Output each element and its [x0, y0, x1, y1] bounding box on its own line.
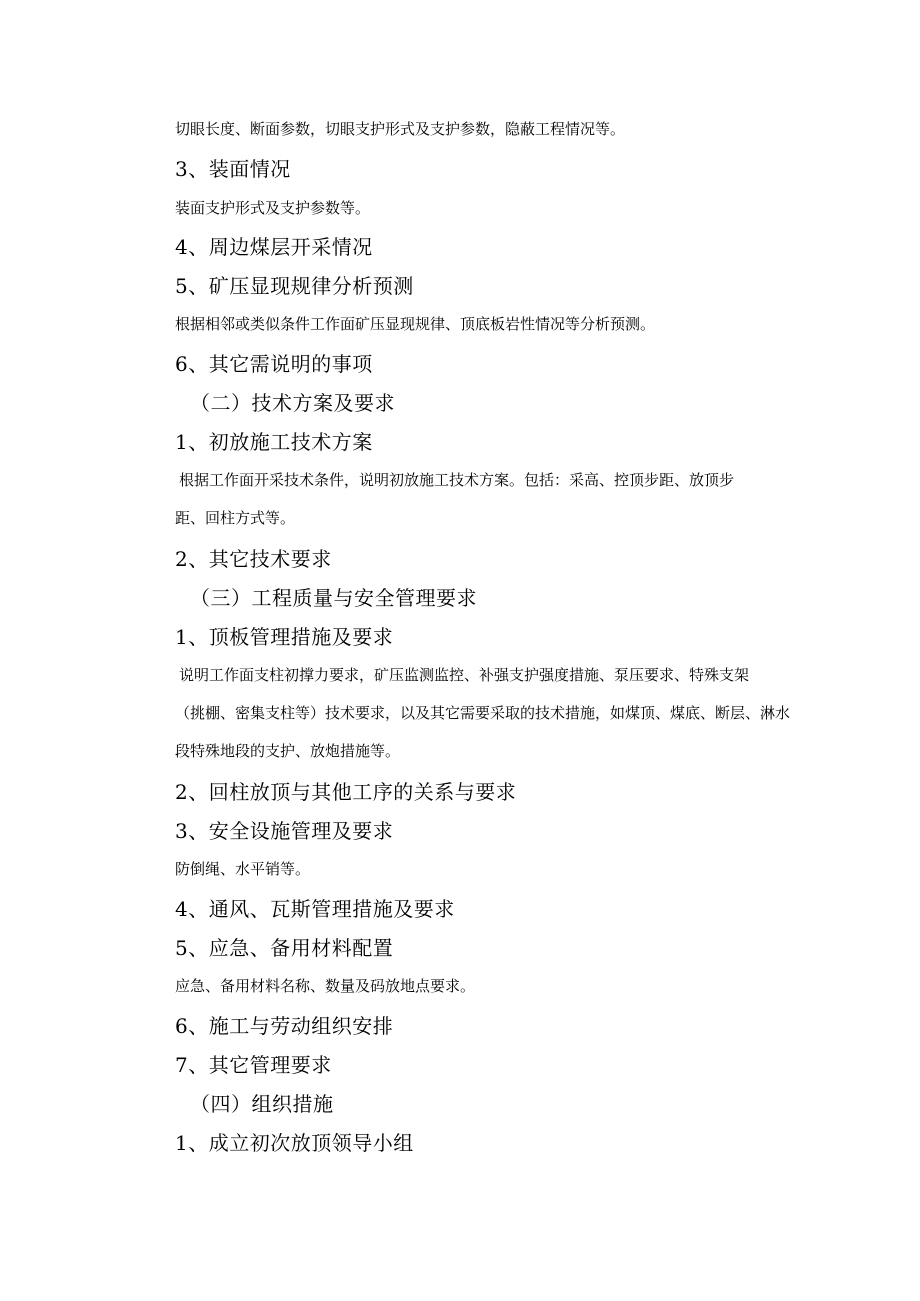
- section-heading: 4、通风、瓦斯管理措施及要求: [175, 897, 455, 921]
- section-heading: 6、施工与劳动组织安排: [175, 1014, 394, 1038]
- section-heading: 3、装面情况: [175, 157, 291, 181]
- paragraph: 根据工作面开采技术条件，说明初放施工技术方案。包括：采高、控顶步距、放顶步: [179, 471, 735, 489]
- section-heading: 3、安全设施管理及要求: [175, 819, 394, 843]
- section-heading: 1、顶板管理措施及要求: [175, 625, 394, 649]
- paragraph: 段特殊地段的支护、放炮措施等。: [175, 742, 401, 760]
- paragraph: 根据相邻或类似条件工作面矿压显现规律、顶底板岩性情况等分析预测。: [175, 315, 656, 333]
- section-heading: 4、周边煤层开采情况: [175, 235, 373, 259]
- paragraph: （挑棚、密集支柱等）技术要求，以及其它需要采取的技术措施，如煤顶、煤底、断层、淋水: [175, 704, 791, 722]
- paragraph: 说明工作面支柱初撑力要求，矿压监测监控、补强支护强度措施、泵压要求、特殊支架: [179, 666, 750, 684]
- paragraph: 应急、备用材料名称、数量及码放地点要求。: [175, 977, 476, 995]
- chapter-heading: （四）组织措施: [190, 1092, 334, 1116]
- paragraph: 装面支护形式及支护参数等。: [175, 199, 371, 217]
- chapter-heading: （三）工程质量与安全管理要求: [190, 586, 477, 610]
- paragraph: 防倒绳、水平销等。: [175, 860, 311, 878]
- section-heading: 2、其它技术要求: [175, 547, 332, 571]
- section-heading: 6、其它需说明的事项: [175, 352, 373, 376]
- paragraph: 切眼长度、断面参数，切眼支护形式及支护参数，隐蔽工程情况等。: [175, 120, 626, 138]
- paragraph: 距、回柱方式等。: [175, 509, 296, 527]
- section-heading: 1、成立初次放顶领导小组: [175, 1131, 414, 1155]
- section-heading: 7、其它管理要求: [175, 1053, 332, 1077]
- section-heading: 2、回柱放顶与其他工序的关系与要求: [175, 780, 517, 804]
- chapter-heading: （二）技术方案及要求: [190, 391, 395, 415]
- section-heading: 1、初放施工技术方案: [175, 430, 373, 454]
- section-heading: 5、矿压显现规律分析预测: [175, 274, 414, 298]
- section-heading: 5、应急、备用材料配置: [175, 936, 394, 960]
